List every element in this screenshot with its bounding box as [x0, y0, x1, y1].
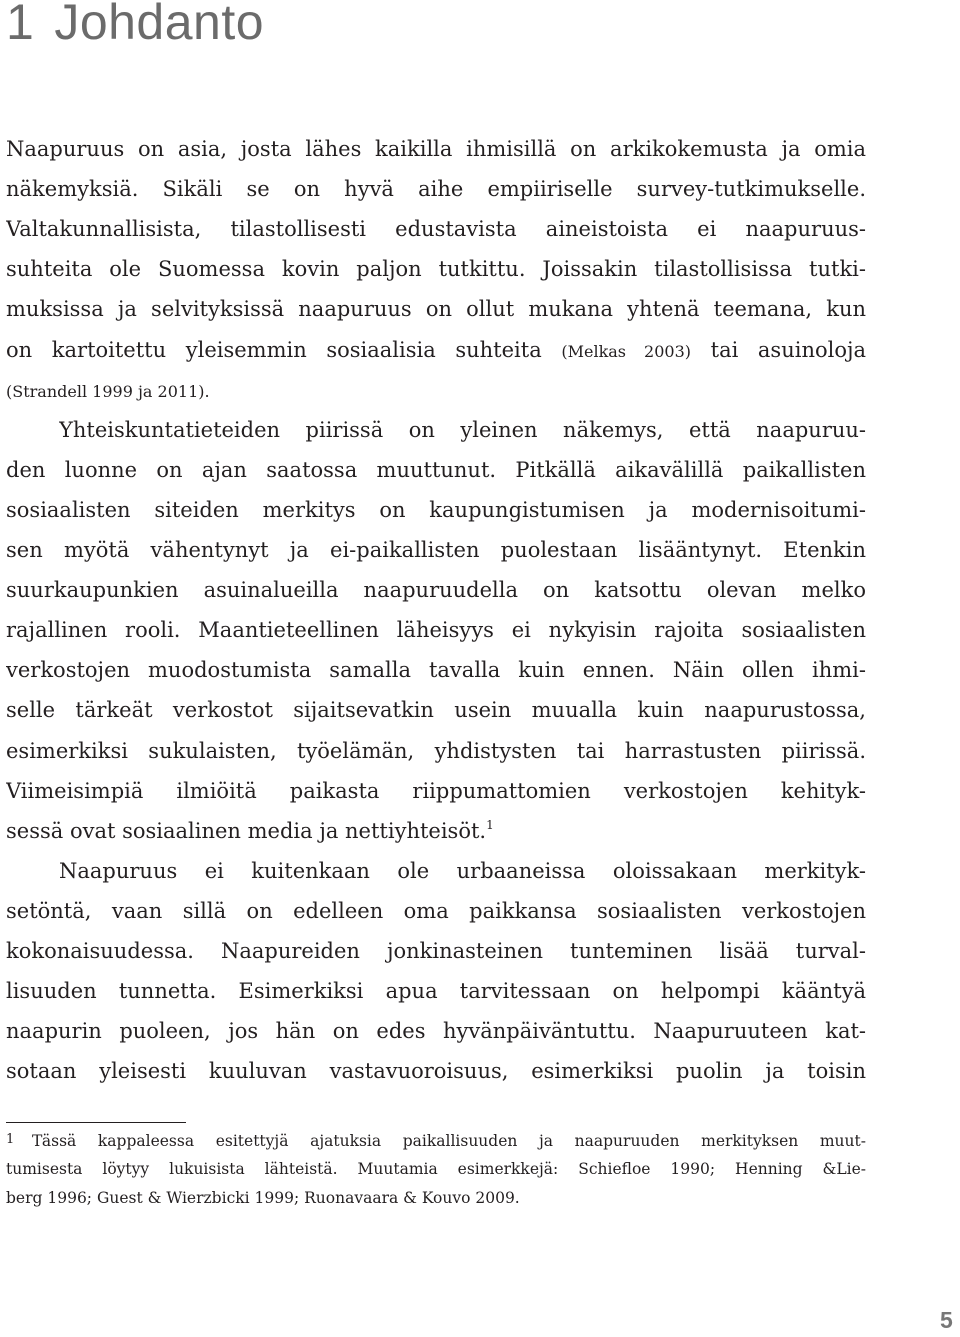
text-line	[6, 575, 866, 605]
line-text: suhteita ole Suomessa kovin paljon tutkittu. Joissakin tilastollisissa tutki-	[6, 257, 866, 282]
text-line	[6, 335, 866, 367]
line-text: sessä ovat sosiaalinen media ja nettiyhteisöt.	[6, 818, 487, 843]
line-text: Viimeisimpiä ilmiöitä paikasta riippumattomien verkostojen kehityk-	[6, 778, 866, 803]
footnote-line	[6, 1184, 866, 1212]
text-line	[6, 615, 866, 645]
line-text: Naapuruus on asia, josta lähes kaikilla ihmisillä on arkikokemusta ja omia	[6, 137, 866, 161]
line-text: kokonaisuudessa. Naapureiden jonkinasteinen tunteminen lisää turval-	[6, 939, 866, 963]
line-text: sosiaalisten siteiden merkitys on kaupungistumisen ja modernisoitumi-	[6, 497, 866, 522]
line-text: esimerkiksi sukulaisten, työelämän, yhdistysten tai harrastusten piirissä.	[6, 738, 866, 763]
footnote-line	[6, 1155, 866, 1183]
footnote-line	[6, 1126, 866, 1155]
footnote-marker: 1	[6, 1132, 15, 1147]
line-text: setöntä, vaan sillä on edelleen oma paikkansa sosiaalisten verkostojen	[6, 898, 866, 923]
text-line	[6, 1016, 866, 1046]
text-line	[6, 776, 866, 806]
text-line	[6, 695, 866, 725]
line-text: tai asuinoloja	[710, 337, 866, 362]
line-text: rajallinen rooli. Maantieteellinen läheisyys ei nykyisin rajoita sosiaalisten	[6, 618, 866, 643]
text-line	[6, 174, 866, 204]
text-line	[6, 495, 866, 525]
line-text: naapurin puoleen, jos hän on edes hyvänpäiväntuttu. Naapuruuteen kat-	[6, 1019, 866, 1044]
line-text: on kartoitettu yleisemmin sosiaalisia suhteita	[6, 337, 542, 362]
text-line	[6, 736, 866, 766]
line-text: den luonne on ajan saatossa muuttunut. Pitkällä aikavälillä paikallisten	[6, 457, 866, 482]
line-text: suurkaupunkien asuinalueilla naapuruudella on katsottu olevan melko	[6, 578, 866, 603]
text-line	[6, 375, 866, 407]
text-line	[6, 655, 866, 685]
text-line	[59, 856, 866, 886]
line-text: lisuuden tunnetta. Esimerkiksi apua tarvitessaan on helpompi kääntyä	[6, 979, 866, 1004]
chapter-number: 1	[6, 0, 35, 50]
text-line	[6, 976, 866, 1006]
line-text: sotaan yleisesti kuuluvan vastavuoroisuus, esimerkiksi puolin ja toisin	[6, 1059, 866, 1084]
text-line	[6, 1056, 866, 1086]
citation: (Strandell 1999 ja 2011).	[6, 381, 210, 401]
text-line	[6, 134, 866, 164]
line-text: Naapuruus ei kuitenkaan ole urbaaneissa oloissakaan merkityk-	[59, 858, 866, 883]
line-text: selle tärkeät verkostot sijaitsevatkin usein muualla kuin naapurustossa,	[6, 698, 866, 723]
line-text: muksissa ja selvityksissä naapuruus on ollut mukana yhtenä teemana, kun	[6, 297, 866, 322]
text-line	[6, 214, 866, 244]
text-line	[6, 936, 866, 966]
text-line	[6, 455, 866, 485]
chapter-title: Johdanto	[54, 0, 265, 50]
text-line	[6, 294, 866, 324]
line-text: Valtakunnallisista, tilastollisesti edustavista aineistoista ei naapuruus-	[6, 217, 866, 242]
line-text: Yhteiskuntatieteiden piirissä on yleinen näkemys, että naapuruu-	[59, 417, 866, 442]
line-text: sen myötä vähentynyt ja ei-paikallisten puolestaan lisääntynyt. Etenkin	[6, 538, 866, 562]
footnote-text: tumisesta löytyy lukuisista lähteistä. Muutamia esimerkkejä: Schiefloe 1990; Henning &Lie-	[6, 1160, 866, 1178]
line-text: verkostojen muodostumista samalla tavalla kuin ennen. Näin ollen ihmi-	[6, 658, 866, 683]
footnote-divider	[6, 1122, 186, 1123]
line-text: näkemyksiä. Sikäli se on hyvä aihe empiiriselle survey-tutkimukselle.	[6, 177, 866, 202]
text-line	[6, 254, 866, 284]
citation: (Melkas 2003)	[561, 341, 691, 361]
text-line	[6, 816, 866, 846]
footnote-text: berg 1996; Guest & Wierzbicki 1999; Ruonavaara & Kouvo 2009.	[6, 1189, 520, 1207]
footnote-reference[interactable]: 1	[486, 817, 494, 832]
text-line	[6, 535, 866, 565]
text-line	[6, 896, 866, 926]
chapter-heading	[6, 0, 264, 52]
text-line	[59, 415, 866, 445]
footnote-text: Tässä kappaleessa esitettyjä ajatuksia paikallisuuden ja naapuruuden merkityksen muut-	[32, 1132, 866, 1150]
page-number: 5	[940, 1307, 953, 1333]
